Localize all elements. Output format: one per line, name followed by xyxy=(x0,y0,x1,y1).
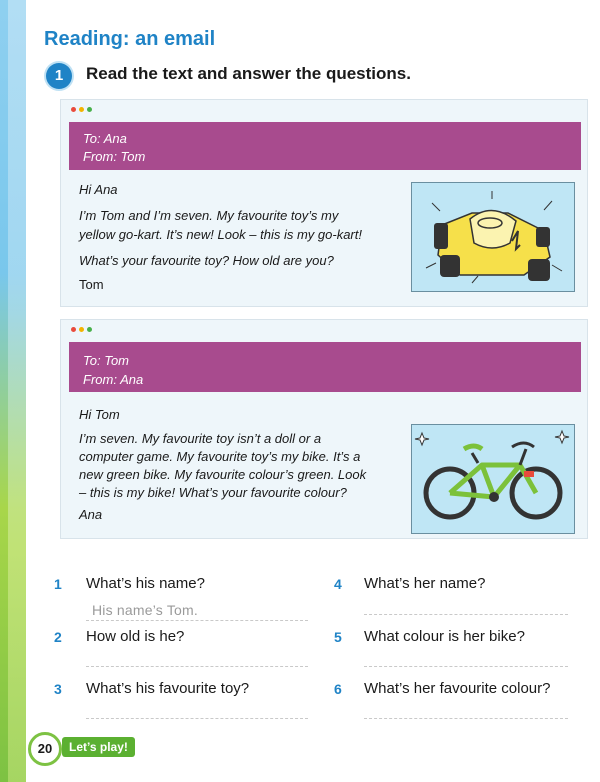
email-from: From: Ana xyxy=(83,372,144,387)
email-to: To: Ana xyxy=(83,131,127,146)
red-dot-icon xyxy=(71,107,76,112)
email-body-line: – this is my bike! What’s your favourite colour? xyxy=(79,485,347,500)
answer-line[interactable] xyxy=(86,666,308,667)
question-text: What colour is her bike? xyxy=(364,628,525,645)
email-body-line: I’m Tom and I’m seven. My favourite toy’s my xyxy=(79,208,339,223)
question-number: 2 xyxy=(54,629,62,645)
exercise-number-badge: 1 xyxy=(46,63,72,89)
answer-line[interactable] xyxy=(364,666,568,667)
email-header xyxy=(69,122,581,170)
question-number: 5 xyxy=(334,629,342,645)
red-dot-icon xyxy=(71,327,76,332)
green-dot-icon xyxy=(87,327,92,332)
bike-picture xyxy=(411,424,575,534)
email-to: To: Tom xyxy=(83,353,130,368)
question-text: How old is he? xyxy=(86,628,185,645)
section-tag: Let’s play! xyxy=(62,737,135,757)
email-greeting: Hi Ana xyxy=(79,182,118,197)
email-body-line: What’s your favourite toy? How old are you? xyxy=(79,253,334,268)
email-header xyxy=(69,342,581,392)
email-body-line: computer game. My favourite toy’s my bike. It’s a xyxy=(79,449,361,464)
email-card-ana xyxy=(60,319,588,539)
email-from: From: Tom xyxy=(83,149,146,164)
answer-line[interactable] xyxy=(86,620,308,621)
question-number: 6 xyxy=(334,681,342,697)
question-text: What’s her name? xyxy=(364,575,486,592)
left-decorative-strip-inner xyxy=(8,0,26,782)
page-number: 20 xyxy=(28,732,62,766)
email-body-line: I’m seven. My favourite toy isn’t a doll or a xyxy=(79,431,322,446)
email-body-line: yellow go-kart. It’s new! Look – this is my go-kart! xyxy=(79,227,362,242)
question-number: 3 xyxy=(54,681,62,697)
question-text: What’s his favourite toy? xyxy=(86,680,250,697)
question-text: What’s her favourite colour? xyxy=(364,680,551,697)
answer-example[interactable]: His name’s Tom. xyxy=(92,602,198,618)
yellow-dot-icon xyxy=(79,107,84,112)
bike-icon xyxy=(412,425,574,533)
question-number: 1 xyxy=(54,576,62,592)
answer-line[interactable] xyxy=(86,718,308,719)
question-text: What’s his name? xyxy=(86,575,205,592)
section-title: Reading: an email xyxy=(44,28,216,50)
exercise-instruction: Read the text and answer the questions. xyxy=(86,64,411,83)
window-dots xyxy=(71,327,92,332)
answer-line[interactable] xyxy=(364,718,568,719)
question-number: 4 xyxy=(334,576,342,592)
email-body-line: new green bike. My favourite colour’s green. Look xyxy=(79,467,367,482)
window-dots xyxy=(71,107,92,112)
answer-line[interactable] xyxy=(364,614,568,615)
yellow-dot-icon xyxy=(79,327,84,332)
email-card-tom xyxy=(60,99,588,307)
email-signature: Tom xyxy=(79,277,104,292)
email-greeting: Hi Tom xyxy=(79,407,120,422)
email-signature: Ana xyxy=(79,507,103,522)
green-dot-icon xyxy=(87,107,92,112)
go-kart-picture xyxy=(411,182,575,292)
go-kart-icon xyxy=(412,183,574,291)
